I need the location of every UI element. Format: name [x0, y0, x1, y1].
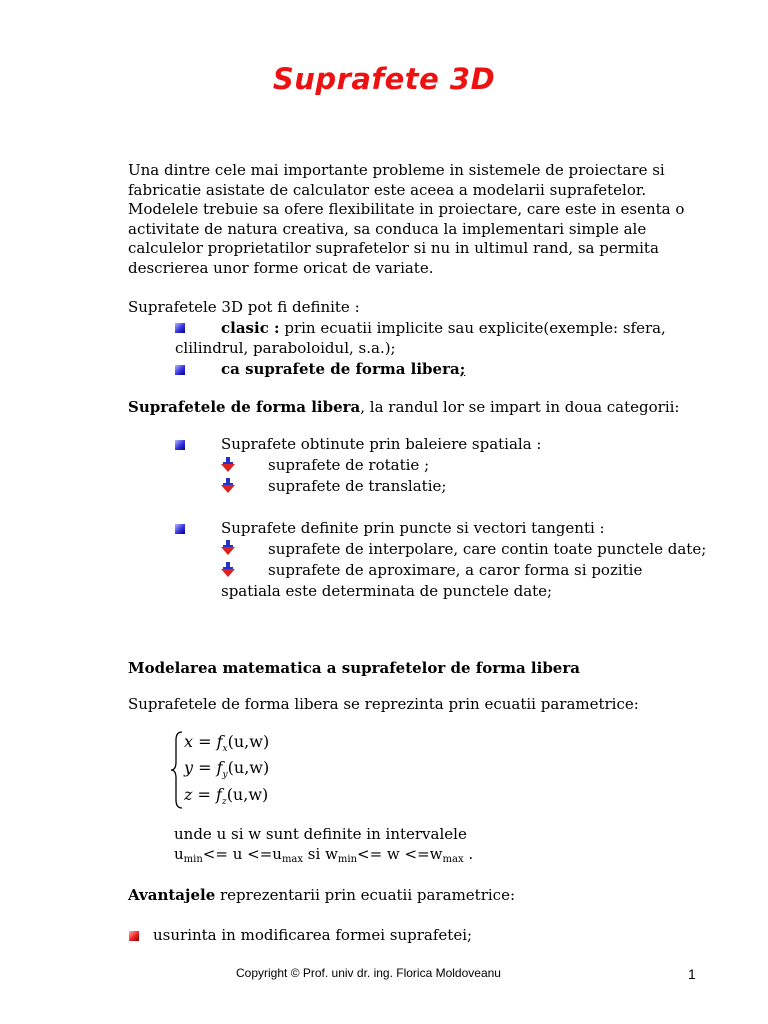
advantages-text: reprezentarii prin ecuatii parametrice:: [215, 886, 515, 904]
classic-label: clasic :: [221, 319, 280, 337]
classic-text: prin ecuatii implicite sau explicite(exemple: sfera,: [279, 319, 666, 337]
intro-line: calculelor proprietatilor suprafetelor si nu in ultimul rand, sa permita: [128, 239, 659, 258]
equation-z: $z = f_z(u,w)$: [184, 785, 269, 807]
freeform-bold: Suprafetele de forma libera: [128, 398, 361, 416]
freeform-categories-intro: [128, 398, 679, 418]
intro-paragraph: [128, 161, 688, 279]
red-square-bullet-icon: [129, 931, 139, 941]
intro-line: Modelele trebuie sa ofere flexibilitate in proiectare, care este in esenta o: [128, 200, 685, 219]
category-points-interpolation: suprafete de interpolare, care contin toate punctele date;: [268, 540, 707, 558]
footer-copyright: Copyright © Prof. univ dr. ing. Florica Moldoveanu: [236, 966, 501, 980]
square-bullet-icon: [175, 524, 185, 534]
square-bullet-icon: [175, 365, 185, 375]
category-sweep-rotation: suprafete de rotatie ;: [268, 456, 430, 474]
freeform-text: , la randul lor se impart in doua categorii:: [360, 398, 680, 416]
square-bullet-icon: [175, 323, 185, 333]
page-number: 1: [688, 966, 696, 982]
equation-y: $y = f_y(u,w)$: [184, 758, 270, 780]
intro-line: fabricatie asistate de calculator este aceea a modelarii suprafetelor.: [128, 180, 647, 199]
advantage-item: usurinta in modificarea formei suprafetei;: [153, 926, 473, 944]
category-points-approximation-cont: spatiala este determinata de punctele date;: [221, 582, 553, 600]
brace-icon: [170, 730, 184, 810]
category-sweep-translation: suprafete de translatie;: [268, 477, 447, 495]
intro-line: activitate de natura creativa, sa conduca la implementari simple ale: [128, 219, 647, 238]
category-points: Suprafete definite prin puncte si vectori tangenti :: [221, 519, 605, 537]
definition-intro: Suprafetele 3D pot fi definite :: [128, 298, 360, 316]
down-arrow-icon: [221, 457, 235, 473]
definition-item-classic-cont: clilindrul, paraboloidul, s.a.);: [175, 339, 396, 357]
category-points-approximation: suprafete de aproximare, a caror forma si pozitie: [268, 561, 643, 579]
advantages-bold: Avantajele: [128, 886, 216, 904]
parametric-equations: [170, 730, 280, 810]
square-bullet-icon: [175, 440, 185, 450]
page-title: Suprafete 3D: [272, 62, 496, 96]
definition-item-classic: [221, 319, 666, 339]
interval-description: unde u si w sunt definite in intervalele: [174, 825, 467, 843]
down-arrow-icon: [221, 562, 235, 578]
advantages-intro: [128, 886, 515, 906]
freeform-tail: ;: [459, 360, 466, 378]
freeform-label: ca suprafete de forma libera: [221, 360, 460, 378]
intro-line: Una dintre cele mai importante probleme in sistemele de proiectare si: [128, 161, 665, 179]
interval-definition: $u_{min}<= u <=u_{max}$ si $w_{min}<= w <=w_{max}$ .: [174, 845, 474, 865]
equation-x: $x = f_x(u,w)$: [184, 732, 270, 754]
down-arrow-icon: [221, 540, 235, 556]
definition-item-freeform: [221, 360, 465, 380]
section-heading: Modelarea matematica a suprafetelor de forma libera: [128, 659, 580, 677]
intro-line: descrierea unor forme oricat de variate.: [128, 258, 434, 277]
category-sweep: Suprafete obtinute prin baleiere spatiala :: [221, 435, 542, 453]
parametric-intro: Suprafetele de forma libera se reprezinta prin ecuatii parametrice:: [128, 695, 639, 713]
down-arrow-icon: [221, 478, 235, 494]
